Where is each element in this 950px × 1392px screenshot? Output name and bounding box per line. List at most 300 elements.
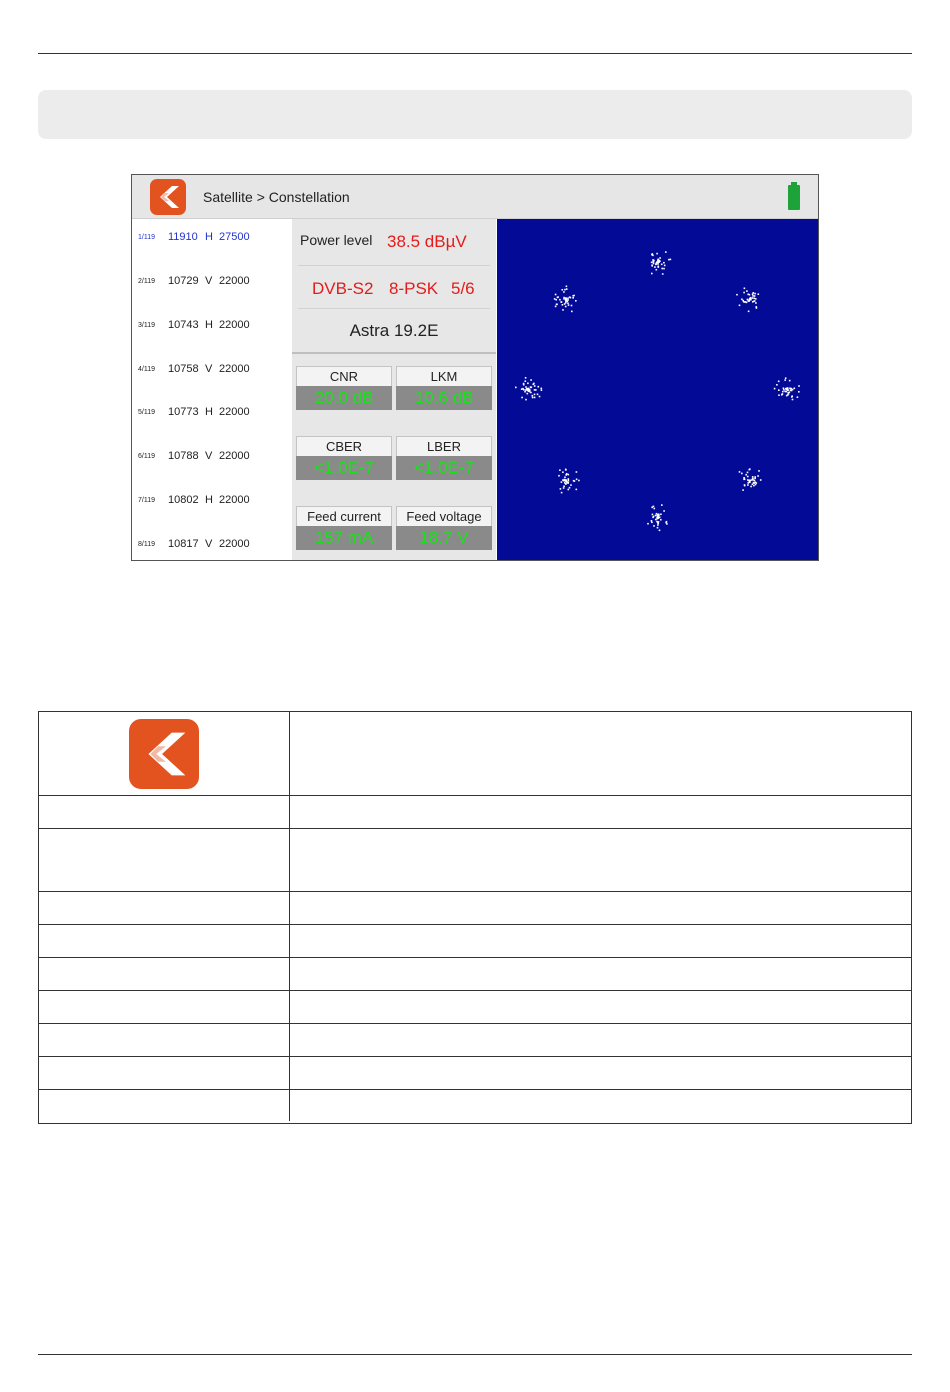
constellation-symbol: [531, 387, 533, 389]
constellation-symbol: [661, 268, 663, 270]
constellation-symbol: [576, 471, 578, 473]
constellation-symbol: [760, 479, 762, 481]
transponder-row[interactable]: [132, 405, 292, 425]
constellation-symbol: [745, 474, 747, 476]
transponder-symbol-rate: 22000: [219, 363, 250, 375]
table-row: [39, 1057, 911, 1090]
constellation-symbol: [660, 514, 662, 516]
constellation-symbol: [741, 299, 743, 301]
constellation-symbol: [526, 388, 528, 390]
constellation-symbol: [659, 257, 661, 259]
constellation-symbol: [791, 390, 793, 392]
transponder-symbol-rate: 22000: [219, 319, 250, 331]
constellation-symbol: [527, 393, 529, 395]
constellation-symbol: [555, 306, 557, 308]
constellation-symbol: [565, 306, 567, 308]
constellation-symbol: [653, 525, 655, 527]
constellation-symbol: [541, 389, 543, 391]
constellation-symbol: [563, 291, 565, 293]
constellation-symbol: [525, 399, 527, 401]
transponder-symbol-rate: 22000: [219, 275, 250, 287]
constellation-symbol: [573, 295, 575, 297]
constellation-symbol: [566, 286, 568, 288]
constellation-symbol: [567, 298, 569, 300]
constellation-symbol: [530, 379, 532, 381]
constellation-symbol: [664, 265, 666, 267]
constellation-symbol: [651, 262, 653, 264]
transponder-row[interactable]: [132, 362, 292, 382]
cber-value: <1.0E-7: [296, 456, 392, 480]
table-row: [39, 991, 911, 1024]
constellation-symbol: [785, 377, 787, 379]
feed-current-value: 157 mA: [296, 526, 392, 550]
constellation-symbol: [515, 387, 517, 389]
constellation-symbol: [744, 485, 746, 487]
constellation-symbol: [565, 479, 567, 481]
divider: [292, 352, 496, 354]
page-top-rule: [38, 53, 912, 54]
constellation-symbol: [754, 478, 756, 480]
heading-band: [38, 90, 912, 139]
table-cell-description: [290, 1090, 911, 1121]
constellation-plot: [497, 219, 818, 560]
constellation-symbol: [532, 395, 534, 397]
constellation-symbol: [568, 478, 570, 480]
constellation-symbol: [656, 513, 658, 515]
transponder-frequency: 10743: [168, 319, 199, 331]
transponder-row[interactable]: [132, 449, 292, 469]
constellation-symbol: [659, 530, 661, 532]
table-row: [39, 829, 911, 892]
transponder-symbol-rate: 22000: [219, 494, 250, 506]
constellation-symbol: [657, 263, 659, 265]
power-level-label: Power level: [300, 232, 373, 248]
constellation-symbol: [521, 397, 523, 399]
constellation-symbol: [757, 475, 759, 477]
constellation-symbol: [663, 510, 665, 512]
constellation-symbol: [660, 519, 662, 521]
page-bottom-rule: [38, 1354, 912, 1355]
table-row: [39, 1024, 911, 1057]
lber-label: LBER: [396, 436, 492, 456]
constellation-symbol: [747, 482, 749, 484]
cber-label: CBER: [296, 436, 392, 456]
constellation-symbol: [566, 473, 568, 475]
constellation-cluster: [774, 377, 800, 400]
feed-voltage-meter: [396, 506, 492, 550]
transponder-frequency: 10758: [168, 363, 199, 375]
back-chevron-icon: [129, 719, 199, 789]
battery-icon: [788, 182, 800, 210]
constellation-symbol: [666, 523, 668, 525]
constellation-symbol: [537, 394, 539, 396]
constellation-symbol: [790, 388, 792, 390]
transponder-symbol-rate: 27500: [219, 231, 250, 243]
transponder-index: 2/119: [138, 278, 155, 285]
constellation-symbol: [567, 301, 569, 303]
constellation-symbol: [798, 391, 800, 393]
transponder-polarization: H: [205, 319, 213, 331]
lber-meter: [396, 436, 492, 480]
constellation-symbol: [747, 299, 749, 301]
constellation-symbol: [752, 295, 754, 297]
transponder-index: 4/119: [138, 366, 155, 373]
constellation-symbol: [776, 384, 778, 386]
constellation-symbol: [524, 391, 526, 393]
constellation-symbol: [792, 399, 794, 401]
constellation-symbol: [747, 294, 749, 296]
transponder-index: 8/119: [138, 541, 155, 548]
transponder-frequency: 11910: [168, 231, 198, 243]
constellation-symbol: [561, 301, 563, 303]
transponder-polarization: H: [205, 494, 213, 506]
transponder-row[interactable]: [132, 230, 292, 250]
constellation-symbol: [565, 483, 567, 485]
feed-voltage-label: Feed voltage: [396, 506, 492, 526]
constellation-symbol: [534, 394, 536, 396]
constellation-symbol: [568, 489, 570, 491]
constellation-symbol: [752, 293, 754, 295]
feed-current-meter: [296, 506, 392, 550]
constellation-symbol: [559, 469, 561, 471]
constellation-symbol: [656, 269, 658, 271]
constellation-symbol: [568, 474, 570, 476]
transponder-frequency: 10729: [168, 275, 199, 287]
constellation-symbol: [661, 504, 663, 506]
constellation-symbol: [750, 486, 752, 488]
transponder-row[interactable]: [132, 318, 292, 338]
satellite-row: [292, 309, 496, 351]
constellation-symbol: [561, 492, 563, 494]
constellation-symbol: [565, 300, 567, 302]
constellation-symbol: [567, 299, 569, 301]
transponder-index: 3/119: [138, 322, 155, 329]
constellation-symbol: [659, 260, 661, 262]
constellation-symbol: [657, 261, 659, 263]
constellation-symbol: [798, 385, 800, 387]
constellation-symbol: [561, 481, 563, 483]
constellation-symbol: [754, 298, 756, 300]
constellation-symbol: [756, 306, 758, 308]
constellation-symbol: [791, 396, 793, 398]
feed-voltage-value: 18.7 V: [396, 526, 492, 550]
constellation-symbol: [530, 392, 532, 394]
constellation-symbol: [527, 388, 529, 390]
constellation-symbol: [570, 297, 572, 299]
cber-meter: [296, 436, 392, 480]
constellation-symbol: [570, 484, 572, 486]
constellation-symbol: [658, 517, 660, 519]
table-cell-term: [39, 991, 290, 1023]
constellation-symbol: [786, 391, 788, 393]
constellation-symbol: [574, 480, 576, 482]
table-row: [39, 712, 911, 796]
constellation-symbol: [652, 514, 654, 516]
constellation-symbol: [752, 297, 754, 299]
table-row: [39, 925, 911, 958]
constellation-symbol: [658, 514, 660, 516]
constellation-symbol: [789, 380, 791, 382]
constellation-symbol: [562, 309, 564, 311]
transponder-row[interactable]: [132, 493, 292, 513]
table-cell-description: [290, 829, 911, 891]
constellation-symbol: [755, 302, 757, 304]
title-bar: [132, 175, 818, 219]
transponder-index: 1/119: [138, 234, 155, 241]
lkm-value: 10.6 dB: [396, 386, 492, 410]
constellation-symbol: [563, 487, 565, 489]
table-cell-description: [290, 991, 911, 1023]
transponder-row[interactable]: [132, 274, 292, 294]
constellation-symbol: [747, 472, 749, 474]
constellation-symbol: [753, 301, 755, 303]
table-cell-term: [39, 829, 290, 891]
feed-current-label: Feed current: [296, 506, 392, 526]
constellation-symbol: [568, 481, 570, 483]
modulation-scheme: 8-PSK: [389, 279, 439, 298]
constellation-symbol: [534, 397, 536, 399]
table-cell-description: [290, 958, 911, 990]
table-cell-description: [290, 796, 911, 828]
constellation-symbol: [658, 521, 660, 523]
transponder-index: 7/119: [138, 497, 155, 504]
constellation-symbol: [571, 311, 573, 313]
constellation-symbol: [747, 479, 749, 481]
transponder-index: 5/119: [138, 409, 155, 416]
transponder-symbol-rate: 22000: [219, 538, 250, 550]
constellation-symbol: [739, 471, 741, 473]
constellation-symbol: [647, 523, 649, 525]
constellation-symbol: [754, 293, 756, 295]
transponder-frequency: 10817: [168, 538, 199, 550]
constellation-symbol: [753, 485, 755, 487]
constellation-symbol: [758, 293, 760, 295]
description-table: [38, 711, 912, 1124]
constellation-symbol: [653, 263, 655, 265]
constellation-symbol: [562, 304, 564, 306]
constellation-symbol: [538, 386, 540, 388]
table-cell-description: [290, 1057, 911, 1089]
table-cell-description: [290, 892, 911, 924]
constellation-symbol: [742, 489, 744, 491]
modulation-row: [292, 266, 496, 308]
constellation-symbol: [528, 390, 530, 392]
table-cell-term: [39, 925, 290, 957]
constellation-symbol: [744, 288, 746, 290]
table-cell-description: [290, 925, 911, 957]
constellation-symbol: [655, 519, 657, 521]
constellation-symbol: [527, 383, 529, 385]
constellation-symbol: [751, 479, 753, 481]
transponder-row[interactable]: [132, 537, 292, 557]
constellation-symbol: [746, 290, 748, 292]
constellation-symbol: [756, 482, 758, 484]
constellation-symbol: [533, 384, 535, 386]
constellation-symbol: [782, 393, 784, 395]
constellation-symbol: [753, 482, 755, 484]
constellation-symbol: [563, 298, 565, 300]
constellation-symbol: [578, 480, 580, 482]
constellation-symbol: [562, 471, 564, 473]
constellation-symbol: [753, 292, 755, 294]
constellation-symbol: [534, 389, 536, 391]
constellation-symbol: [662, 273, 664, 275]
lkm-label: LKM: [396, 366, 492, 386]
constellation-symbol: [656, 253, 658, 255]
table-row: [39, 892, 911, 925]
transponder-symbol-rate: 22000: [219, 450, 250, 462]
table-cell-term: [39, 1057, 290, 1089]
constellation-symbol: [657, 523, 659, 525]
constellation-symbol: [529, 388, 531, 390]
transponder-polarization: V: [205, 363, 213, 375]
transponder-frequency: 10802: [168, 494, 199, 506]
constellation-symbol: [749, 480, 751, 482]
constellation-symbol: [778, 389, 780, 391]
constellation-symbol: [778, 381, 780, 383]
constellation-symbol: [739, 305, 741, 307]
constellation-symbol: [651, 520, 653, 522]
code-rate: 5/6: [451, 279, 475, 298]
transponder-polarization: H: [205, 406, 213, 418]
constellation-symbol: [525, 380, 527, 382]
constellation-symbol: [789, 391, 791, 393]
power-level-row: [292, 219, 496, 265]
cnr-label: CNR: [296, 366, 392, 386]
constellation-symbol: [657, 527, 659, 529]
constellation-symbol: [564, 289, 566, 291]
table-cell-icon: [39, 712, 290, 795]
constellation-symbol: [744, 301, 746, 303]
constellation-symbol: [783, 388, 785, 390]
measurement-panel: [292, 219, 496, 560]
constellation-symbol: [752, 476, 754, 478]
constellation-symbol: [571, 305, 573, 307]
constellation-symbol: [525, 386, 527, 388]
constellation-symbol: [743, 477, 745, 479]
constellation-symbol: [657, 259, 659, 261]
constellation-symbol: [655, 515, 657, 517]
constellation-cluster: [651, 251, 671, 274]
constellation-symbol: [663, 262, 665, 264]
transponder-index: 6/119: [138, 453, 155, 460]
constellation-cluster: [558, 469, 580, 494]
transponder-frequency: 10788: [168, 450, 199, 462]
lkm-meter: [396, 366, 492, 410]
constellation-symbol: [785, 388, 787, 390]
constellation-symbol: [758, 470, 760, 472]
constellation-symbol: [657, 524, 659, 526]
constellation-symbol: [572, 297, 574, 299]
constellation-symbol: [784, 379, 786, 381]
constellation-symbol: [555, 299, 557, 301]
device-screenshot: [131, 174, 819, 561]
constellation-symbol: [565, 469, 567, 471]
constellation-diagram: [497, 219, 818, 560]
constellation-symbol: [754, 295, 756, 297]
constellation-symbol: [797, 396, 799, 398]
cnr-meter: [296, 366, 392, 410]
constellation-symbol: [567, 303, 569, 305]
constellation-symbol: [557, 296, 559, 298]
constellation-symbol: [656, 521, 658, 523]
constellation-symbol: [665, 251, 667, 253]
constellation-symbol: [651, 265, 653, 267]
constellation-symbol: [576, 489, 578, 491]
transponder-polarization: H: [205, 231, 213, 243]
constellation-symbol: [782, 391, 784, 393]
back-button[interactable]: [150, 179, 186, 215]
constellation-cluster: [739, 468, 762, 491]
constellation-symbol: [560, 488, 562, 490]
power-level-value: 38.5 dBµV: [387, 232, 467, 251]
constellation-cluster: [515, 377, 542, 400]
constellation-symbol: [750, 298, 752, 300]
transponder-list[interactable]: [132, 219, 292, 560]
transponder-polarization: V: [205, 450, 213, 462]
table-cell-description: [290, 1024, 911, 1056]
constellation-symbol: [755, 298, 757, 300]
constellation-symbol: [532, 397, 534, 399]
table-row: [39, 958, 911, 991]
constellation-symbol: [746, 302, 748, 304]
screen-title: Satellite > Constellation: [203, 189, 350, 205]
table-row: [39, 1090, 911, 1121]
constellation-symbol: [755, 484, 757, 486]
constellation-symbol: [562, 479, 564, 481]
constellation-symbol: [743, 292, 745, 294]
constellation-symbol: [523, 384, 525, 386]
constellation-symbol: [748, 311, 750, 313]
constellation-symbol: [651, 254, 653, 256]
constellation-symbol: [736, 294, 738, 296]
constellation-symbol: [752, 484, 754, 486]
constellation-symbol: [794, 388, 796, 390]
constellation-symbol: [575, 300, 577, 302]
constellation-symbol: [663, 268, 665, 270]
constellation-symbol: [668, 259, 670, 261]
constellation-symbol: [654, 266, 656, 268]
constellation-symbol: [653, 261, 655, 263]
constellation-symbol: [653, 260, 655, 262]
transponder-symbol-rate: 22000: [219, 406, 250, 418]
constellation-symbol: [651, 273, 653, 275]
constellation-symbol: [747, 484, 749, 486]
constellation-symbol: [565, 302, 567, 304]
constellation-symbol: [786, 395, 788, 397]
constellation-symbol: [657, 515, 659, 517]
table-cell-description: [290, 712, 911, 795]
constellation-cluster: [554, 286, 577, 313]
constellation-symbol: [744, 478, 746, 480]
table-row: [39, 796, 911, 829]
constellation-symbol: [525, 377, 527, 379]
table-cell-term: [39, 958, 290, 990]
table-cell-term: [39, 796, 290, 828]
constellation-symbol: [566, 288, 568, 290]
constellation-symbol: [558, 475, 560, 477]
constellation-symbol: [774, 388, 776, 390]
table-cell-term: [39, 892, 290, 924]
modulation-standard: DVB-S2: [312, 279, 374, 298]
constellation-symbol: [653, 506, 655, 508]
constellation-symbol: [554, 298, 556, 300]
transponder-polarization: V: [205, 275, 213, 287]
constellation-symbol: [521, 388, 523, 390]
constellation-symbol: [534, 385, 536, 387]
lber-value: <1.0E-7: [396, 456, 492, 480]
constellation-symbol: [670, 259, 672, 261]
